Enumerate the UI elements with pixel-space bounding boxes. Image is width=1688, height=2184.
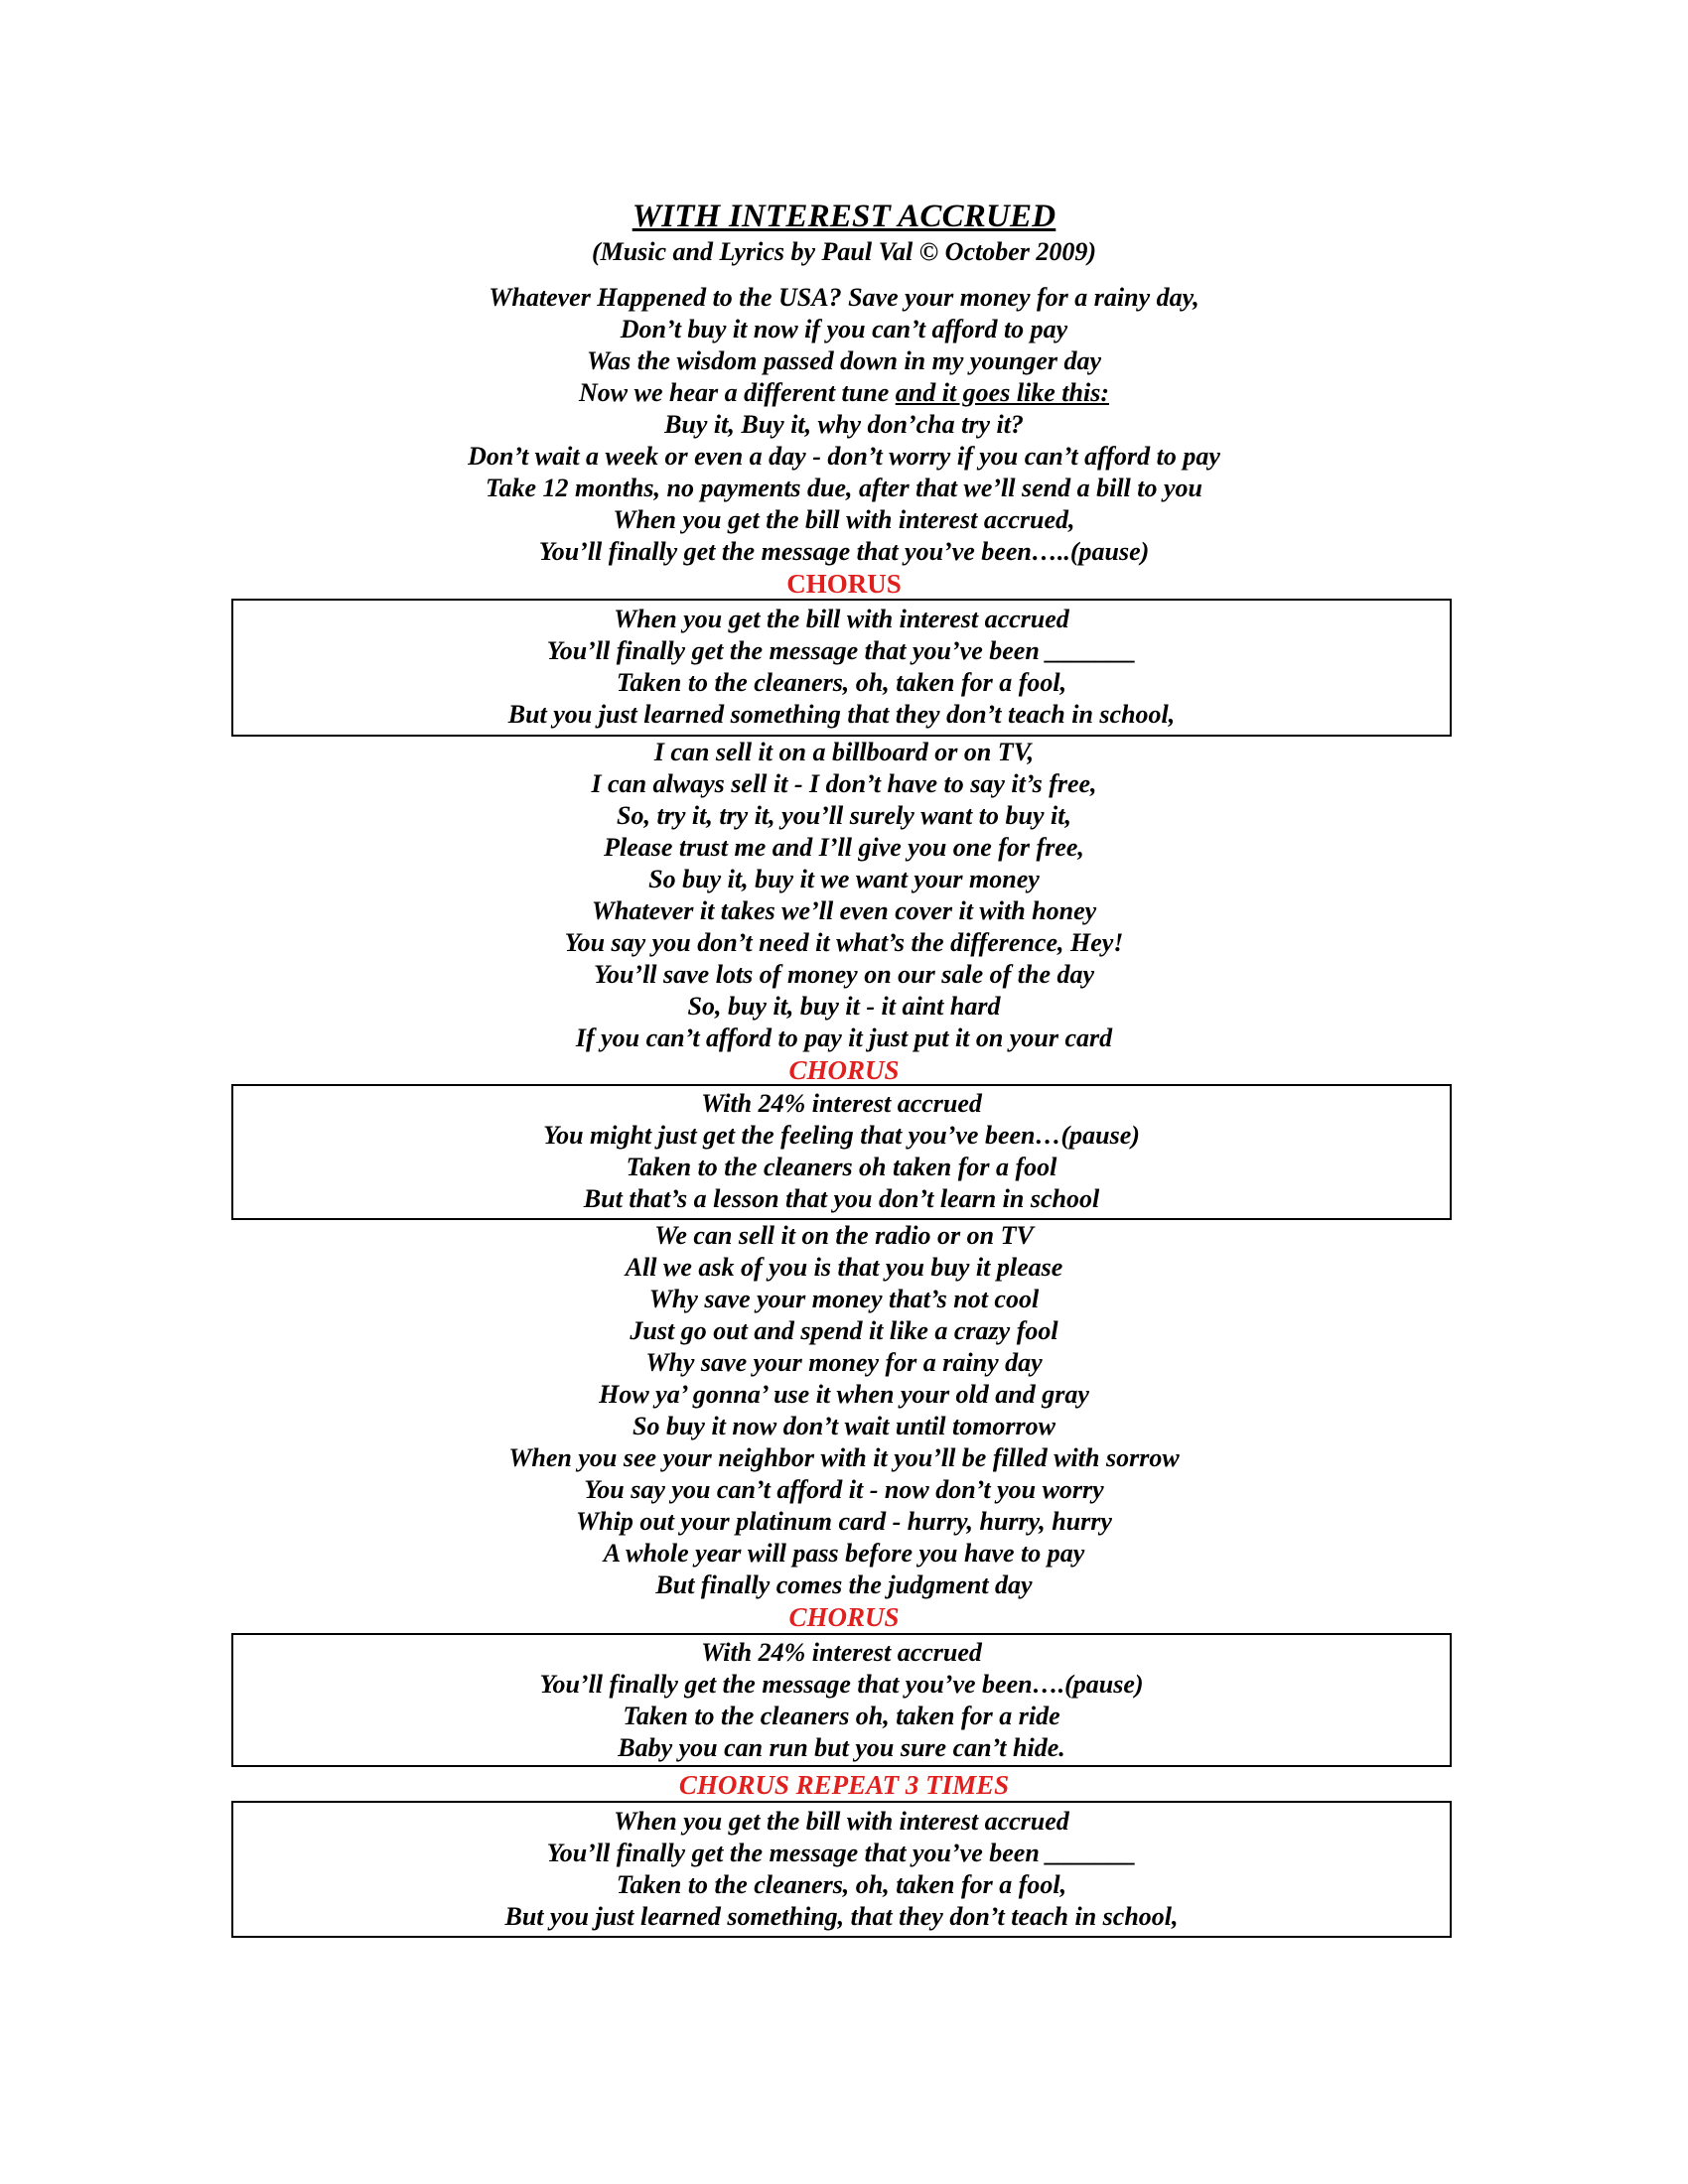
chorus-line: With 24% interest accrued	[701, 1089, 982, 1118]
lyric-line-start: Now we hear a different tune	[578, 378, 896, 407]
chorus-box-3	[231, 1633, 1452, 1767]
lyric-line: You say you can’t afford it - now don’t you worry	[584, 1475, 1104, 1504]
lyric-line: When you get the bill with interest accrued,	[613, 505, 1075, 534]
lyric-line: When you see your neighbor with it you’ll be filled with sorrow	[508, 1443, 1180, 1472]
lyric-line: How ya’ gonna’ use it when your old and gray	[599, 1380, 1089, 1409]
lyric-line: You’ll save lots of money on our sale of the day	[593, 960, 1095, 989]
chorus-line: But you just learned something, that they don’t teach in school,	[504, 1902, 1179, 1931]
chorus-box-4	[231, 1801, 1452, 1938]
verse-3	[0, 1220, 1688, 1633]
chorus-line: Taken to the cleaners oh taken for a fool	[626, 1153, 1057, 1181]
lyric-line: Why save your money that’s not cool	[648, 1285, 1040, 1313]
verse-2	[0, 737, 1688, 1086]
chorus-repeat-block	[0, 1769, 1688, 1801]
lyric-line: Why save your money for a rainy day	[645, 1348, 1043, 1377]
lyric-line: Buy it, Buy it, why don’cha try it?	[664, 410, 1024, 439]
chorus-label: CHORUS	[786, 569, 902, 599]
chorus-line: When you get the bill with interest accrued	[614, 605, 1069, 633]
chorus-line: But that’s a lesson that you don’t learn in school	[583, 1184, 1100, 1213]
chorus-line: But you just learned something that they don’t teach in school,	[507, 700, 1176, 729]
lyric-line: Please trust me and I’ll give you one for free,	[604, 833, 1084, 862]
lyric-line: Whip out your platinum card - hurry, hurry, hurry	[576, 1507, 1112, 1536]
lyric-line: A whole year will pass before you have to pay	[603, 1539, 1085, 1568]
chorus-label: CHORUS	[788, 1602, 900, 1632]
lyric-line: I can sell it on a billboard or on TV,	[653, 738, 1035, 766]
chorus-line: You’ll finally get the message that you’ve been….(pause)	[539, 1670, 1144, 1699]
lyric-line: So, try it, try it, you’ll surely want to buy it,	[617, 801, 1071, 830]
chorus-line: You’ll finally get the message that you’ve been _______	[546, 636, 1137, 665]
song-title: WITH INTEREST ACCRUED	[632, 199, 1056, 234]
lyric-line: All we ask of you is that you buy it please	[625, 1253, 1063, 1282]
chorus-line: Taken to the cleaners, oh, taken for a fool,	[616, 668, 1067, 697]
lyric-line: We can sell it on the radio or on TV	[654, 1221, 1034, 1250]
chorus-line: With 24% interest accrued	[701, 1638, 982, 1667]
lyric-line: If you can’t afford to pay it just put it on your card	[575, 1024, 1113, 1052]
chorus-line: Taken to the cleaners oh, taken for a ride	[623, 1702, 1060, 1730]
lyric-line-underlined: and it goes like this:	[895, 378, 1109, 407]
chorus-box-2	[231, 1084, 1452, 1220]
lyric-line: You say you don’t need it what’s the difference, Hey!	[564, 928, 1124, 957]
verse-1	[0, 282, 1688, 600]
chorus-line: When you get the bill with interest accrued	[614, 1807, 1069, 1836]
lyric-line: Whatever it takes we’ll even cover it with honey	[591, 896, 1097, 925]
lyric-line: Don’t buy it now if you can’t afford to pay	[620, 315, 1068, 343]
chorus-label: CHORUS	[788, 1055, 900, 1085]
song-credits: (Music and Lyrics by Paul Val © October 2009)	[591, 237, 1097, 266]
lyric-line: I can always sell it - I don’t have to say it’s free,	[591, 769, 1097, 798]
chorus-repeat-label: CHORUS REPEAT 3 TIMES	[678, 1770, 1010, 1800]
chorus-line: You’ll finally get the message that you’ve been _______	[546, 1839, 1137, 1867]
lyric-line: So, buy it, buy it - it aint hard	[687, 992, 1001, 1021]
lyric-line: Take 12 months, no payments due, after that we’ll send a bill to you	[485, 474, 1203, 502]
chorus-line: Taken to the cleaners, oh, taken for a fool,	[616, 1870, 1067, 1899]
lyric-line	[0, 377, 1688, 409]
lyric-line: Whatever Happened to the USA? Save your money for a rainy day,	[489, 283, 1199, 312]
lyric-line: So buy it, buy it we want your money	[648, 865, 1040, 893]
chorus-box-1	[231, 599, 1452, 737]
lyric-line: Was the wisdom passed down in my younger day	[586, 346, 1102, 375]
chorus-line: You might just get the feeling that you’ve been…(pause)	[543, 1121, 1140, 1150]
lyric-line: So buy it now don’t wait until tomorrow	[633, 1412, 1055, 1440]
chorus-line: Baby you can run but you sure can’t hide.	[618, 1733, 1065, 1762]
lyric-line: Don’t wait a week or even a day - don’t worry if you can’t afford to pay	[468, 442, 1220, 471]
lyric-line: Just go out and spend it like a crazy fool	[630, 1316, 1058, 1345]
lyric-line: You’ll finally get the message that you’ve been…..(pause)	[538, 537, 1150, 566]
lyric-line: But finally comes the judgment day	[655, 1570, 1033, 1599]
